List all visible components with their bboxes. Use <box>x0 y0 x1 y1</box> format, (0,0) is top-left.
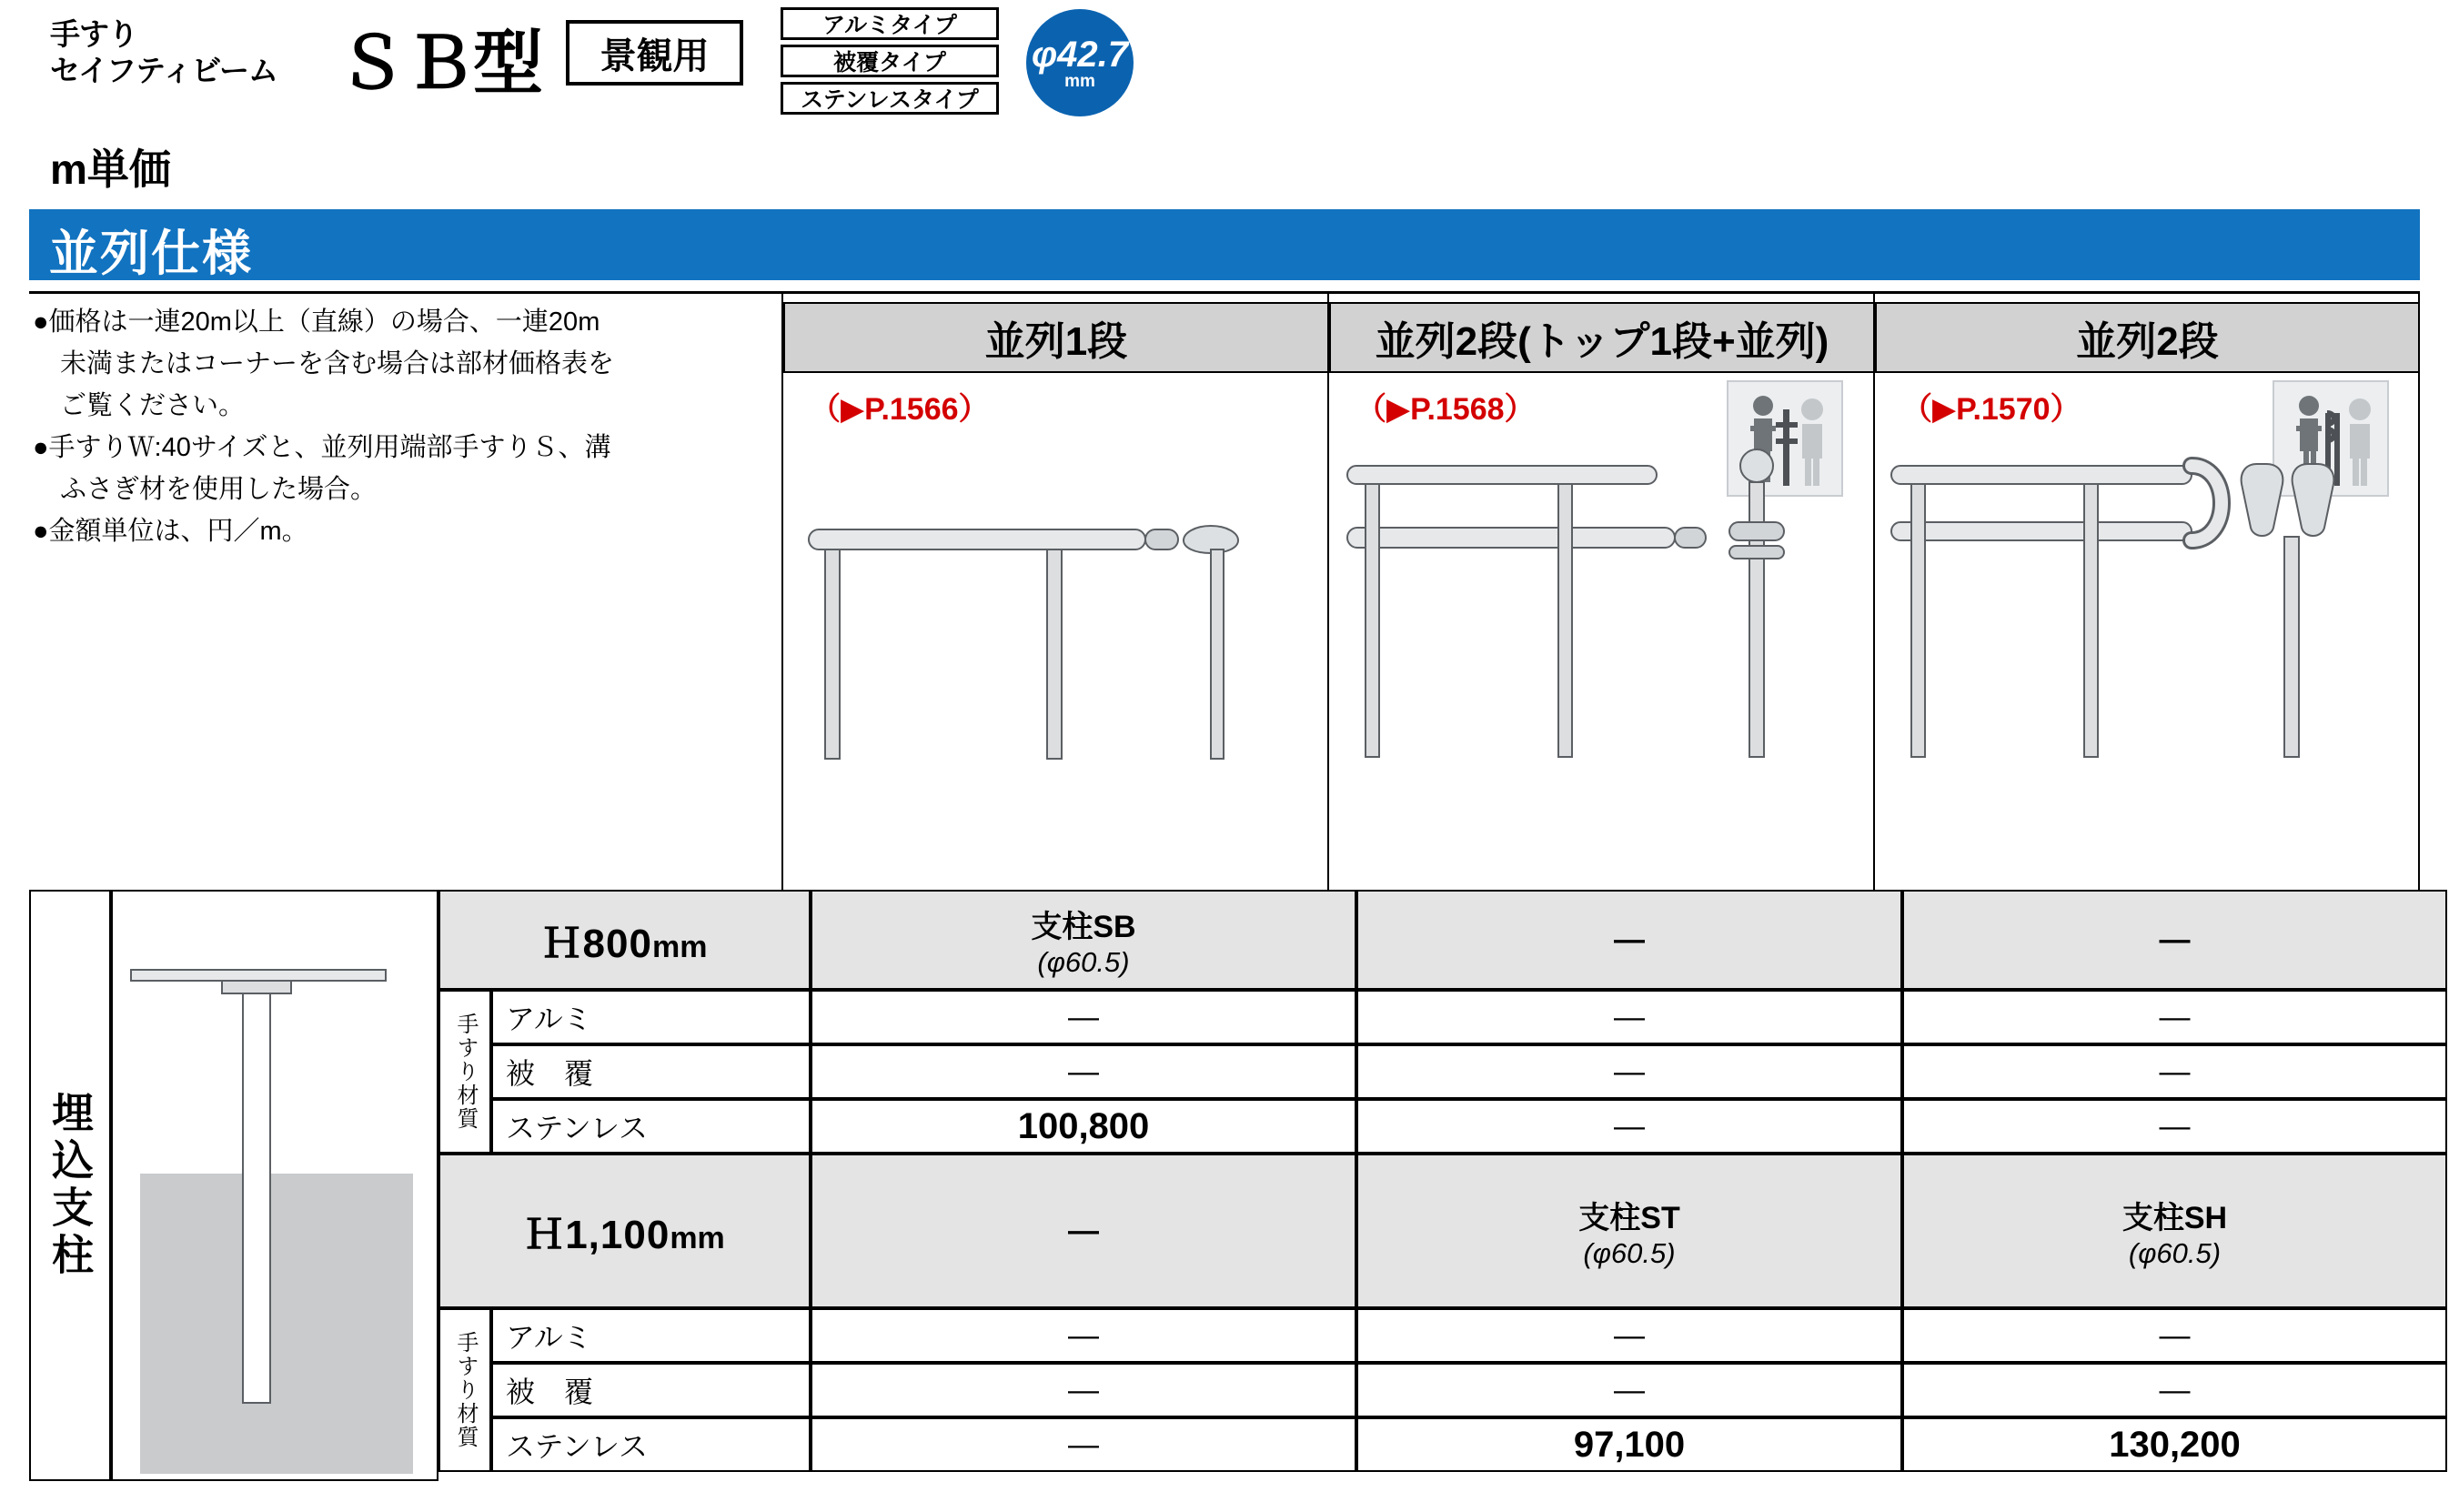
page-ref-3[interactable]: （▶P.1570） <box>1901 392 2081 427</box>
cell-h800-col1-post-name: 支柱SB <box>1031 909 1136 944</box>
page-header <box>0 0 2449 136</box>
cell-h1100-col2-post-name: 支柱ST <box>1578 1200 1680 1235</box>
material-label-coated-1: 被 覆 <box>491 1044 811 1099</box>
row-group-label <box>29 890 111 1481</box>
cell-h1100-col3-post-name: 支柱SH <box>2121 1200 2228 1235</box>
cell-h800-col3-post <box>1902 890 2447 990</box>
embedded-post-illustration <box>111 890 438 1481</box>
cell-h1100-coated-col1: — <box>811 1363 1356 1417</box>
cell-h800-col1-post-dia: (φ60.5) <box>1037 945 1130 978</box>
cell-h1100-col1-post-name: — <box>1068 1213 1099 1248</box>
note-line-2: 未満またはコーナーを含む場合は部材価格表を <box>60 349 615 378</box>
price-table <box>29 890 2420 1481</box>
material-group-label-1: 手すり材質 <box>438 990 491 1154</box>
divider-upper-1 <box>781 291 783 890</box>
note-line-1: ●価格は一連20m以上（直線）の場合、一連20m <box>33 307 600 337</box>
row-header-h1100-unit: mm <box>670 1221 725 1255</box>
material-label-coated-2: 被 覆 <box>491 1363 811 1417</box>
page-ref-2[interactable]: （▶P.1568） <box>1356 392 1536 427</box>
cell-h1100-coated-col3: — <box>1902 1363 2447 1417</box>
cell-h1100-col1-post <box>811 1154 1356 1308</box>
cell-h1100-stainless-col2: 97,100 <box>1356 1417 1902 1472</box>
note-line-4: ●手すりＷ:40サイズと、並列用端部手すりＳ、溝 <box>33 433 611 462</box>
illustration-single-tier <box>783 428 1329 855</box>
illustration-two-tier <box>1875 428 2420 855</box>
product-lead-line1: 手すり <box>50 17 137 51</box>
cell-h800-coated-col1: — <box>811 1044 1356 1099</box>
material-label-aluminum-2: アルミ <box>491 1308 811 1363</box>
divider-upper-3 <box>1873 291 1875 890</box>
cell-h800-coated-col2: — <box>1356 1044 1902 1099</box>
cell-h1100-stainless-col3: 130,200 <box>1902 1417 2447 1472</box>
type-badge-aluminum: アルミタイプ <box>781 7 999 40</box>
type-badge-list <box>781 7 999 119</box>
section-title: 並列仕様 <box>49 227 253 281</box>
notes-block <box>33 302 770 553</box>
cell-h800-alum-col2: — <box>1356 990 1902 1044</box>
diameter-unit: mm <box>1064 71 1095 91</box>
cell-h800-col2-post-name: — <box>1614 922 1645 957</box>
cell-h800-coated-col3: — <box>1902 1044 2447 1099</box>
divider-upper-2 <box>1327 291 1329 890</box>
cell-h1100-col3-post-dia: (φ60.5) <box>2128 1236 2222 1269</box>
column-header-3: 並列2段 <box>1875 302 2420 373</box>
product-model: ＳＢ型 <box>337 25 541 103</box>
row-header-h1100 <box>438 1154 811 1308</box>
note-line-3: ご覧ください。 <box>60 391 246 420</box>
product-lead-line2: セイフティビーム <box>50 54 278 87</box>
cell-h1100-alum-col1: — <box>811 1308 1356 1363</box>
diameter-badge <box>1026 9 1134 116</box>
cell-h800-stainless-col3: — <box>1902 1099 2447 1154</box>
illustration-top-plus-parallel <box>1329 428 1875 855</box>
diameter-value: φ42.7 <box>1032 34 1128 75</box>
row-header-h800 <box>438 890 811 990</box>
product-lead <box>50 16 277 89</box>
material-label-aluminum-1: アルミ <box>491 990 811 1044</box>
cell-h800-stainless-col1: 100,800 <box>811 1099 1356 1154</box>
column-header-2: 並列2段(トップ1段+並列) <box>1329 302 1875 373</box>
cell-h800-col2-post <box>1356 890 1902 990</box>
cell-h800-col1-post <box>811 890 1356 990</box>
column-header-1: 並列1段 <box>783 302 1329 373</box>
note-line-5: ふさぎ材を使用した場合。 <box>60 475 378 504</box>
cell-h800-stainless-col2: — <box>1356 1099 1902 1154</box>
usage-badge: 景観用 <box>566 20 743 86</box>
row-group-label-text: 埋込支柱 <box>46 1091 94 1280</box>
cell-h1100-col2-post <box>1356 1154 1902 1308</box>
type-badge-coated: 被覆タイプ <box>781 45 999 77</box>
unit-price-title: m単価 <box>50 146 171 193</box>
cell-h800-col3-post-name: — <box>2159 922 2191 957</box>
material-label-stainless-2: ステンレス <box>491 1417 811 1472</box>
row-header-h1100-value: Ｈ1,100 <box>524 1213 670 1257</box>
material-group-label-2: 手すり材質 <box>438 1308 491 1472</box>
cell-h1100-col2-post-dia: (φ60.5) <box>1583 1236 1676 1269</box>
note-line-6: ●金額単位は、円／m。 <box>33 517 308 546</box>
cell-h1100-alum-col2: — <box>1356 1308 1902 1363</box>
material-label-stainless-1: ステンレス <box>491 1099 811 1154</box>
type-badge-stainless: ステンレスタイプ <box>781 82 999 115</box>
cell-h1100-col3-post <box>1902 1154 2447 1308</box>
page-ref-1[interactable]: （▶P.1566） <box>810 392 990 427</box>
row-header-h800-unit: mm <box>651 930 708 964</box>
row-header-h800-value: Ｈ800 <box>541 922 652 966</box>
cell-h800-alum-col1: — <box>811 990 1356 1044</box>
cell-h1100-alum-col3: — <box>1902 1308 2447 1363</box>
cell-h800-alum-col3: — <box>1902 990 2447 1044</box>
section-band <box>29 209 2420 280</box>
cell-h1100-stainless-col1: — <box>811 1417 1356 1472</box>
cell-h1100-coated-col2: — <box>1356 1363 1902 1417</box>
divider-upper-4 <box>2418 291 2420 890</box>
